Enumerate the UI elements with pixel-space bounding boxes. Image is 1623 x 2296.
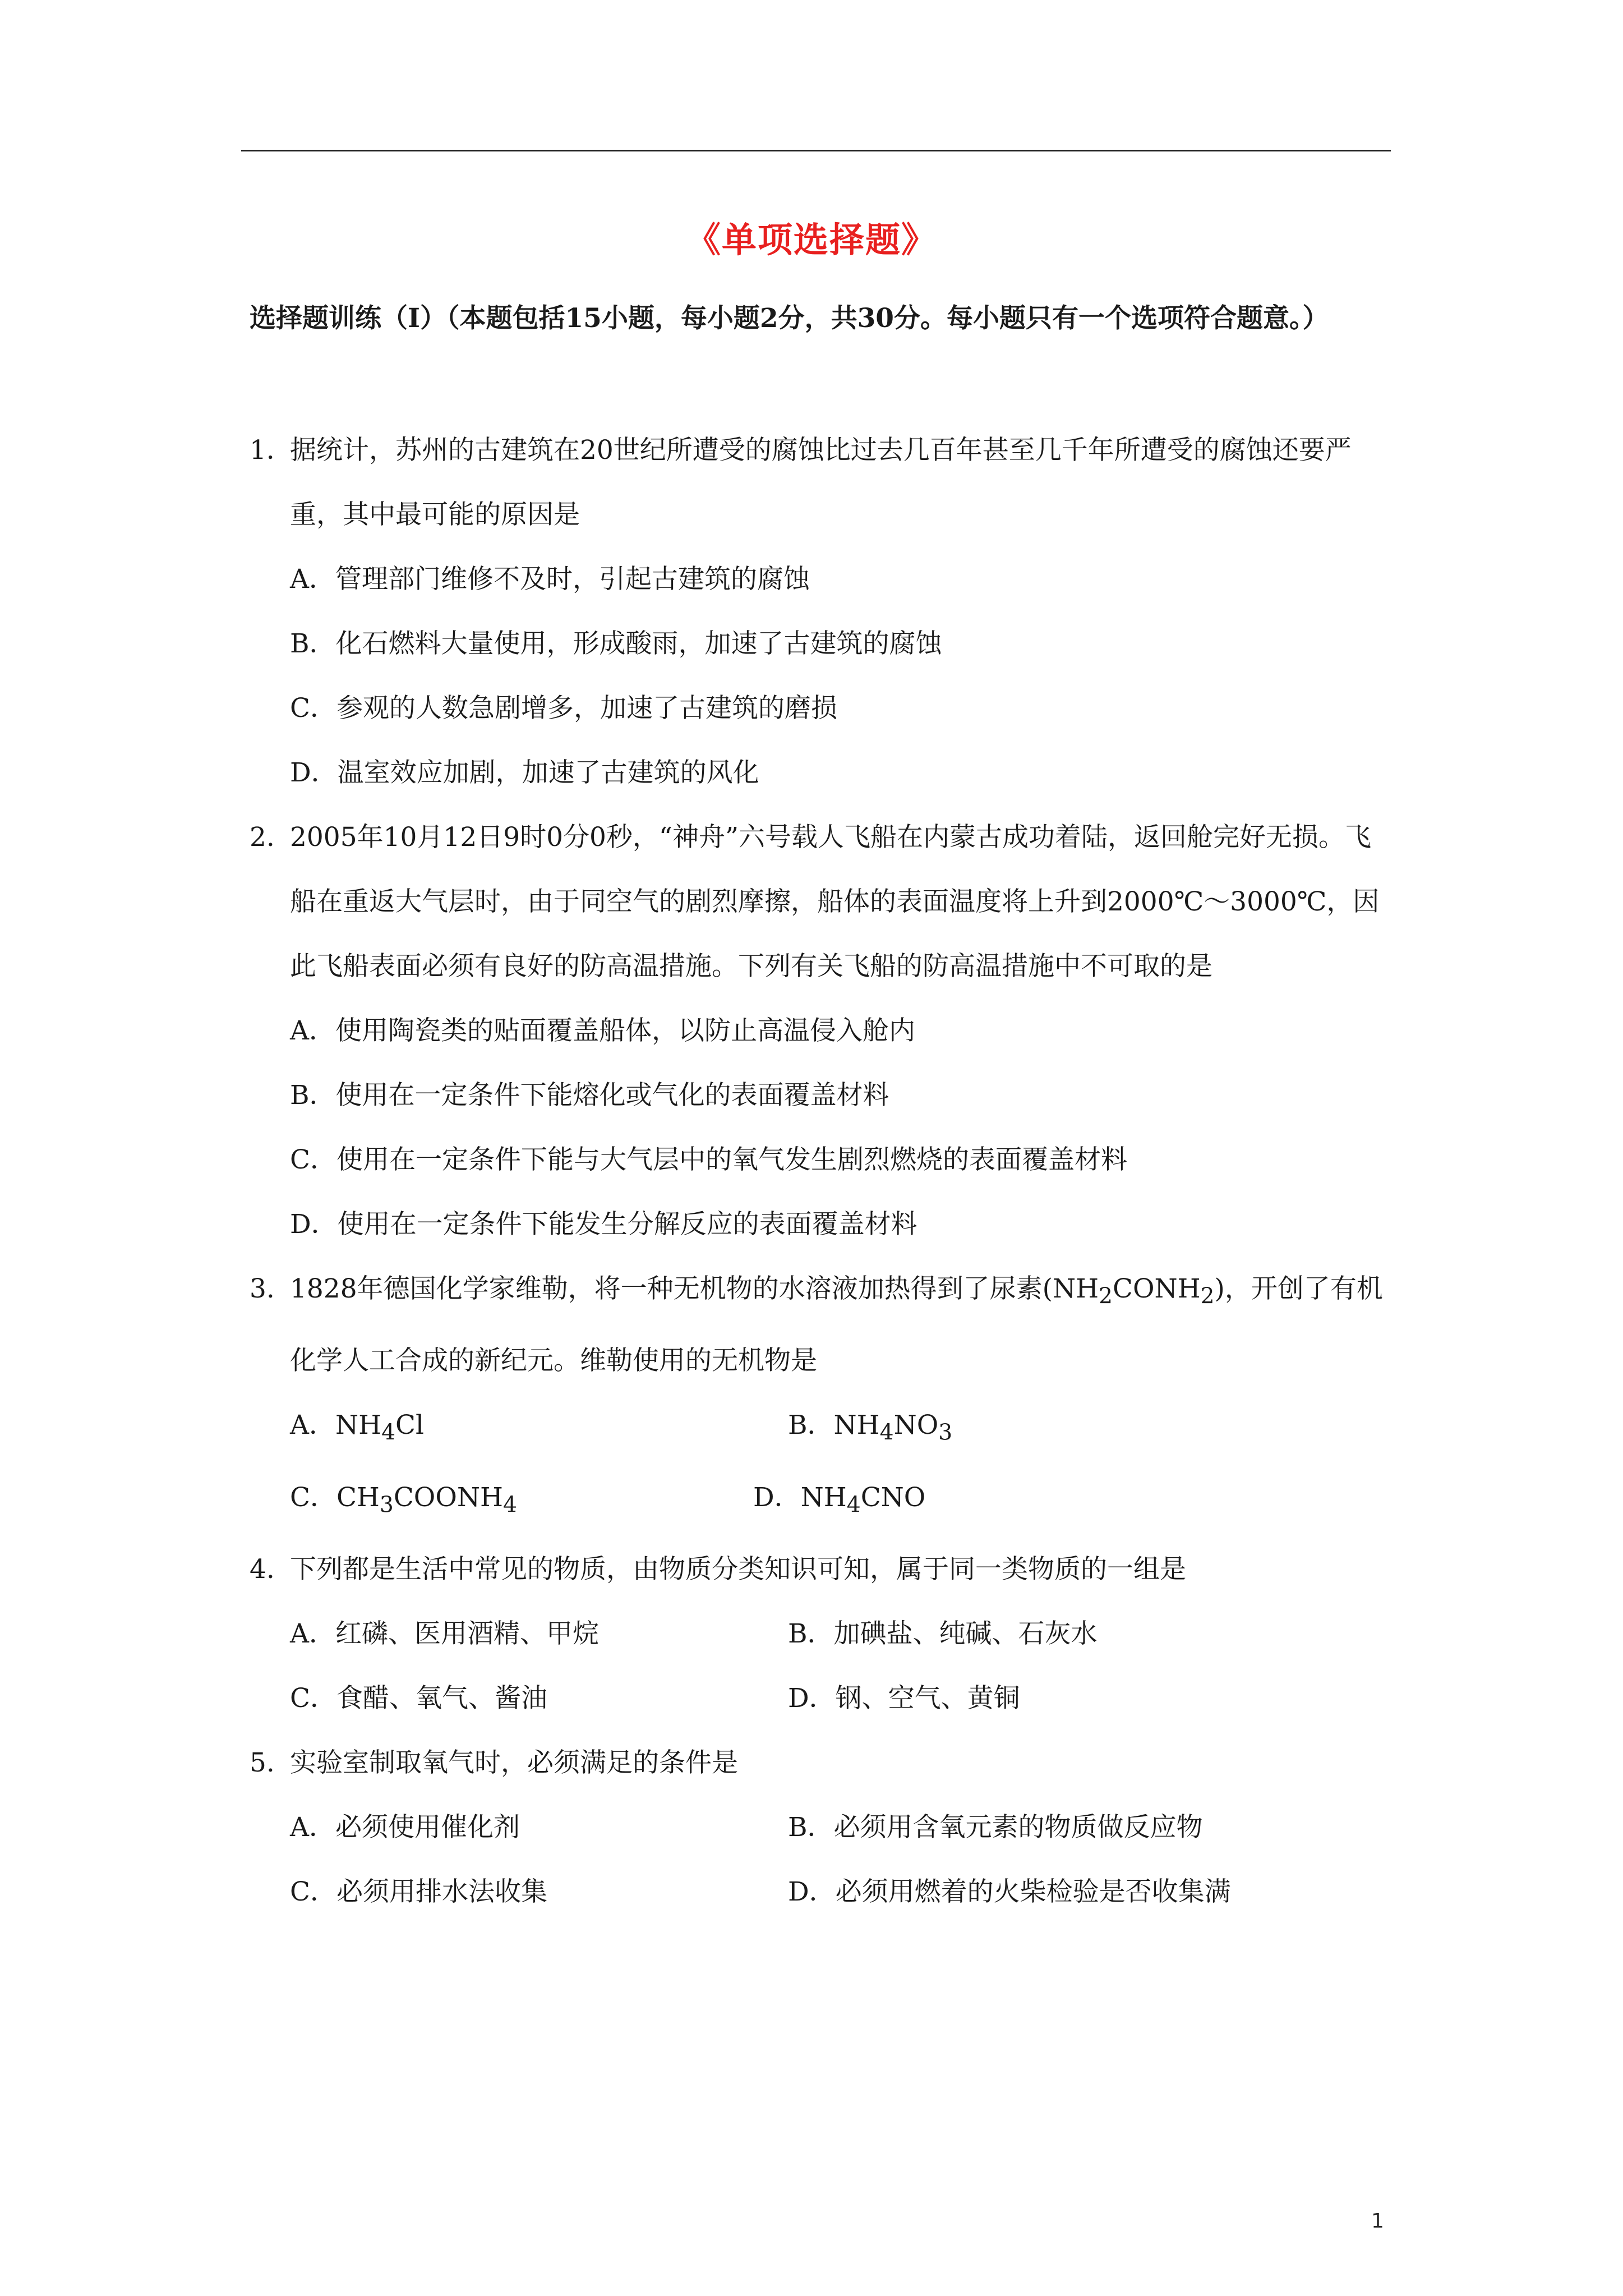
option-a: A．使用陶瓷类的贴面覆盖船体，以防止高温侵入舱内 (290, 1015, 915, 1046)
question-1 (250, 418, 1394, 805)
option-c (290, 1465, 788, 1537)
subscript: 4 (846, 1492, 861, 1518)
option-a: A．红磷、医用酒精、甲烷 (290, 1618, 599, 1650)
option-grid (290, 1795, 1394, 1924)
option-b: B．必须用含氧元素的物质做反应物 (788, 1812, 1203, 1843)
question-stem (250, 1257, 1394, 1393)
option-c: C．必须用排水法收集 (290, 1876, 547, 1908)
formula-part: D．NH (753, 1481, 847, 1513)
question-number: 4. (250, 1554, 275, 1585)
option-d (753, 1465, 1394, 1537)
question-3 (250, 1257, 1394, 1537)
formula-part: A．NH (290, 1410, 382, 1441)
question-stem (250, 1537, 1394, 1602)
page-title: 《单项选择题》 (685, 219, 937, 260)
option-a (290, 1393, 788, 1465)
section-instructions: 选择题训练（I）（本题包括15小题，每小题2分，共30分。每小题只有一个选项符合题意。） (250, 303, 1329, 334)
option-list (250, 547, 1394, 805)
formula-part: C．CH (290, 1481, 380, 1513)
option-b (788, 1393, 1394, 1465)
option-d: D．必须用燃着的火柴检验是否收集满 (788, 1876, 1231, 1908)
option-d: D．使用在一定条件下能发生分解反应的表面覆盖材料 (290, 1209, 917, 1240)
stem-text-part: CONH (1112, 1273, 1201, 1304)
question-text: 2005年10月12日9时0分0秒，“神舟”六号载人飞船在内蒙古成功着陆，返回舱完好无损。飞船在重返大气层时，由于同空气的剧烈摩擦，船体的表面温度将上升到2000℃～3000℃，因此飞船表面必须有良好的防高温措施。下列有关飞船的防高温措施中不可取的是 (290, 822, 1380, 982)
formula-part: Cl (395, 1410, 424, 1441)
subscript: 2 (1099, 1283, 1113, 1309)
subscript: 4 (879, 1420, 894, 1446)
subscript: 4 (381, 1420, 395, 1446)
subscript: 2 (1200, 1283, 1215, 1309)
formula-part: NO (893, 1410, 939, 1441)
header-rule (241, 150, 1391, 151)
question-number: 5. (250, 1747, 275, 1779)
option-a: A．必须使用催化剂 (290, 1812, 520, 1843)
question-stem (250, 418, 1394, 547)
question-stem (250, 1731, 1394, 1795)
option-a: A．管理部门维修不及时，引起古建筑的腐蚀 (290, 564, 810, 595)
option-b: B．化石燃料大量使用，形成酸雨，加速了古建筑的腐蚀 (290, 628, 942, 659)
question-text: 据统计，苏州的古建筑在20世纪所遭受的腐蚀比过去几百年甚至几千年所遭受的腐蚀还要严重，其中最可能的原因是 (290, 435, 1352, 530)
option-list (250, 1795, 1394, 1924)
option-grid (290, 1393, 1394, 1537)
subscript: 3 (938, 1420, 953, 1446)
question-4 (250, 1537, 1394, 1731)
question-5 (250, 1731, 1394, 1924)
option-d: D．钢、空气、黄铜 (788, 1683, 1020, 1714)
question-number: 2. (250, 822, 275, 853)
question-text (290, 1273, 1383, 1376)
question-2 (250, 805, 1394, 1257)
option-c: C．食醋、氧气、酱油 (290, 1683, 547, 1714)
subscript: 4 (502, 1492, 517, 1518)
formula-part: B．NH (788, 1410, 880, 1441)
option-list (250, 999, 1394, 1257)
question-number: 3. (250, 1273, 275, 1304)
question-stem (250, 805, 1394, 999)
subscript: 3 (379, 1492, 394, 1518)
question-text: 实验室制取氧气时，必须满足的条件是 (290, 1747, 738, 1779)
question-number: 1． (250, 435, 293, 466)
question-list (250, 418, 1394, 1924)
stem-text-part: )，开创了有机化学人工合成的新纪元。维勒使用的无机物是 (290, 1273, 1383, 1377)
formula-part: CNO (860, 1481, 926, 1513)
formula-part: COONH (393, 1481, 503, 1513)
option-list (250, 1393, 1394, 1537)
option-b: B．使用在一定条件下能熔化或气化的表面覆盖材料 (290, 1080, 889, 1111)
option-grid (290, 1602, 1394, 1731)
option-c: C．参观的人数急剧增多，加速了古建筑的磨损 (290, 693, 837, 724)
option-d: D．温室效应加剧，加速了古建筑的风化 (290, 757, 759, 788)
question-text: 下列都是生活中常见的物质，由物质分类知识可知，属于同一类物质的一组是 (290, 1554, 1186, 1585)
stem-text-part: 1828年德国化学家维勒，将一种无机物的水溶液加热得到了尿素(NH (290, 1273, 1099, 1304)
option-list (250, 1602, 1394, 1731)
page-number: 1 (1371, 2210, 1384, 2233)
option-c: C．使用在一定条件下能与大气层中的氧气发生剧烈燃烧的表面覆盖材料 (290, 1144, 1127, 1175)
option-b: B．加碘盐、纯碱、石灰水 (788, 1618, 1098, 1650)
